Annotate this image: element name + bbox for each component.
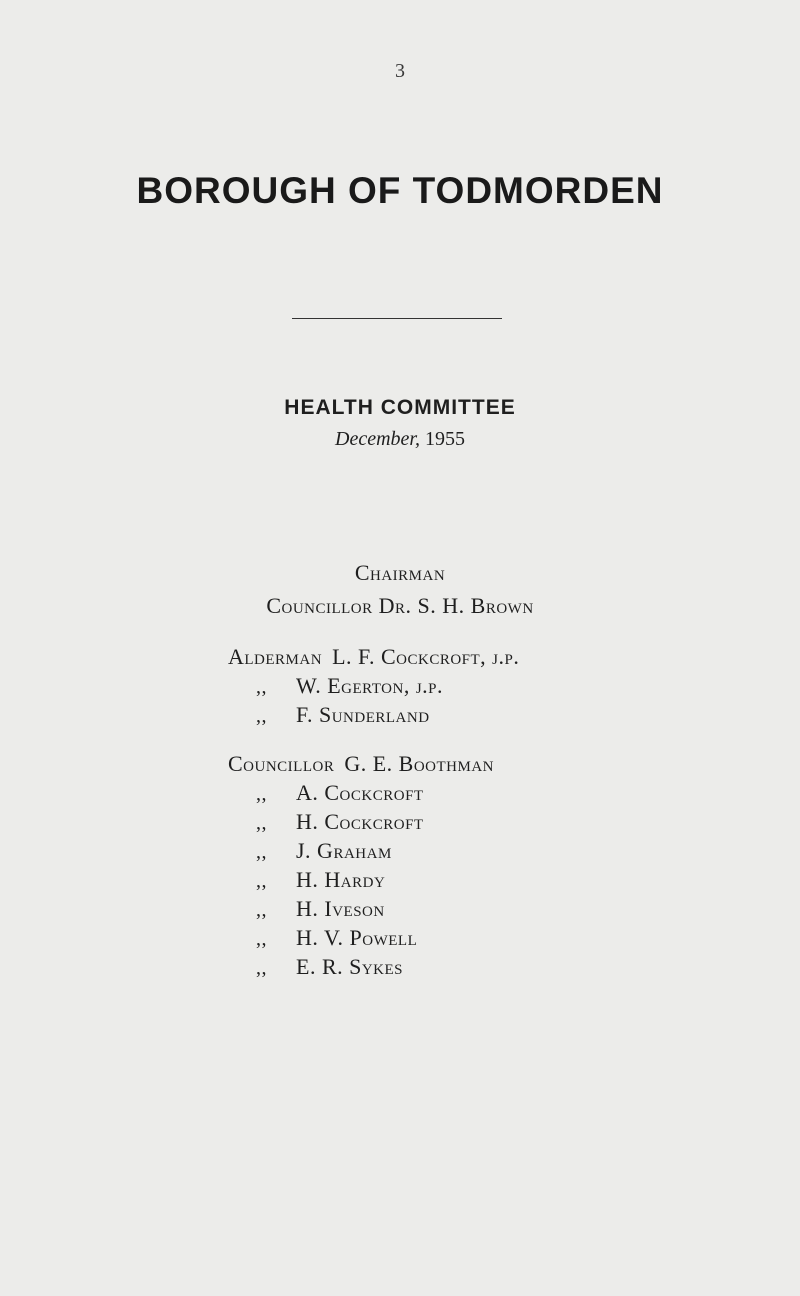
councillor-row xyxy=(228,749,788,778)
member-name: G. E. Boothman xyxy=(344,751,495,776)
councillor-row xyxy=(228,836,788,865)
member-name: F. Sunderland xyxy=(296,702,430,727)
ditto-mark: ,, xyxy=(256,705,267,727)
member-name: H. Hardy xyxy=(296,867,386,892)
councillor-row xyxy=(228,778,788,807)
committee-year: 1955 xyxy=(424,428,465,450)
ditto-mark: ,, xyxy=(256,841,267,863)
chairman-name: Councillor Dr. S. H. Brown xyxy=(266,593,534,618)
alderman-row xyxy=(228,671,788,700)
ditto-mark: ,, xyxy=(256,870,267,892)
page-number: 3 xyxy=(395,60,405,82)
ditto-mark: ,, xyxy=(256,812,267,834)
committee-date xyxy=(0,428,800,451)
member-name: A. Cockcroft xyxy=(296,780,424,805)
ditto-mark: ,, xyxy=(256,676,267,698)
councillors-group xyxy=(228,749,788,981)
member-name: H. Iveson xyxy=(296,896,385,921)
councillor-row xyxy=(228,807,788,836)
member-list xyxy=(228,642,788,981)
councillor-row xyxy=(228,952,788,981)
councillor-row xyxy=(228,894,788,923)
ditto-mark: ,, xyxy=(256,899,267,921)
member-name: E. R. Sykes xyxy=(296,954,404,979)
member-name: H. Cockcroft xyxy=(296,809,424,834)
councillor-row xyxy=(228,923,788,952)
chairman-heading: Chairman xyxy=(354,560,446,585)
document-title: BOROUGH OF TODMORDEN xyxy=(136,170,664,211)
ditto-mark: ,, xyxy=(256,928,267,950)
committee-title: HEALTH COMMITTEE xyxy=(284,396,516,419)
alderman-row xyxy=(228,700,788,729)
ditto-mark: ,, xyxy=(256,957,267,979)
member-name: L. F. Cockcroft, j.p. xyxy=(332,644,520,669)
committee-month: December, xyxy=(335,428,420,450)
alderman-row xyxy=(228,642,788,671)
ditto-mark: ,, xyxy=(256,783,267,805)
councillor-title: Councillor xyxy=(228,751,335,776)
member-name: H. V. Powell xyxy=(296,925,418,950)
alderman-title: Alderman xyxy=(228,644,323,669)
divider-rule xyxy=(292,318,502,319)
aldermen-group xyxy=(228,642,788,729)
member-name: W. Egerton, j.p. xyxy=(296,673,444,698)
member-name: J. Graham xyxy=(296,838,392,863)
councillor-row xyxy=(228,865,788,894)
